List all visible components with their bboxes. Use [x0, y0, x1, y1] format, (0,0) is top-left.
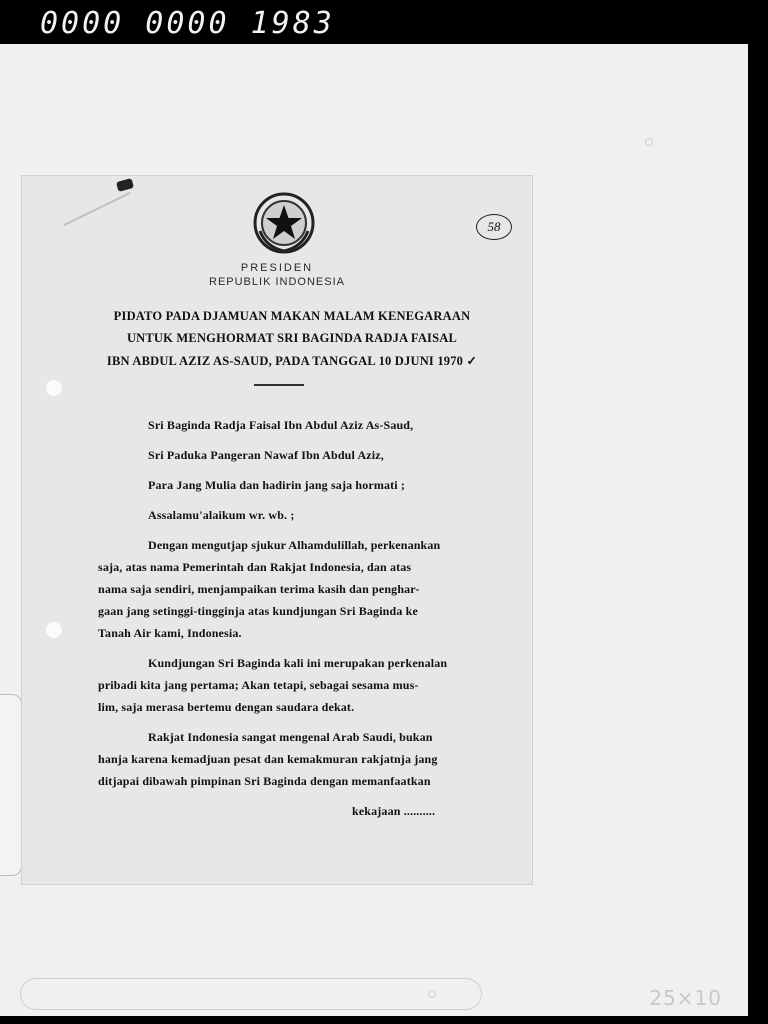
- salutation-line: Para Jang Mulia dan hadirin jang saja hormati ;: [148, 478, 406, 492]
- scale-mark: 25×10: [649, 986, 722, 1010]
- continuation-line: kekajaan ..........: [352, 804, 436, 818]
- page-number: 58: [476, 214, 512, 240]
- paragraph-line: Tanah Air kami, Indonesia.: [98, 626, 242, 640]
- greeting-line: Assalamu'alaikum wr. wb. ;: [148, 508, 295, 522]
- paragraph-line: nama saja sendiri, menjampaikan terima kasih dan penghar-: [98, 582, 420, 596]
- paragraph-line: Kundjungan Sri Baginda kali ini merupakan perkenalan: [148, 656, 448, 670]
- paragraph-line: Dengan mengutjap sjukur Alhamdulillah, perkenankan: [148, 538, 441, 552]
- salutation-line: Sri Baginda Radja Faisal Ibn Abdul Aziz As-Saud,: [148, 418, 414, 432]
- mount-hole: [645, 138, 653, 146]
- salutation-line: Sri Paduka Pangeran Nawaf Ibn Abdul Aziz,: [148, 448, 384, 462]
- punch-hole: [46, 380, 62, 396]
- stain-mark: [116, 178, 134, 192]
- header-president: PRESIDEN: [240, 262, 314, 274]
- side-tab: [0, 694, 22, 876]
- title-line: UNTUK MENGHORMAT SRI BAGINDA RADJA FAISAL: [126, 331, 458, 345]
- paragraph-line: ditjapai dibawah pimpinan Sri Baginda dengan memanfaatkan: [98, 774, 431, 788]
- paragraph-line: gaan jang setinggi-tingginja atas kundjungan Sri Baginda ke: [98, 604, 418, 618]
- title-divider: [254, 384, 304, 386]
- paragraph-line: hanja karena kemadjuan pesat dan kemakmuran rakjatnja jang: [98, 752, 438, 766]
- document-page: [22, 176, 532, 884]
- title-line: PIDATO PADA DJAMUAN MAKAN MALAM KENEGARAAN: [113, 309, 471, 323]
- film-code: 0000 0000 1983: [40, 6, 335, 41]
- paragraph-line: lim, saja merasa bertemu dengan saudara dekat.: [98, 700, 355, 714]
- garuda-emblem-icon: [252, 191, 316, 255]
- paragraph-line: saja, atas nama Pemerintah dan Rakjat Indonesia, dan atas: [98, 560, 412, 574]
- paper-crease: [63, 192, 130, 226]
- title-line: IBN ABDUL AZIZ AS-SAUD, PADA TANGGAL 10 DJUNI 1970 ✓: [106, 354, 478, 368]
- punch-hole: [46, 622, 62, 638]
- header-republic: REPUBLIK INDONESIA: [209, 276, 345, 288]
- paragraph-line: pribadi kita jang pertama; Akan tetapi, sebagai sesama mus-: [98, 678, 419, 692]
- mount-slot: [20, 978, 482, 1010]
- paragraph-line: Rakjat Indonesia sangat mengenal Arab Saudi, bukan: [148, 730, 433, 744]
